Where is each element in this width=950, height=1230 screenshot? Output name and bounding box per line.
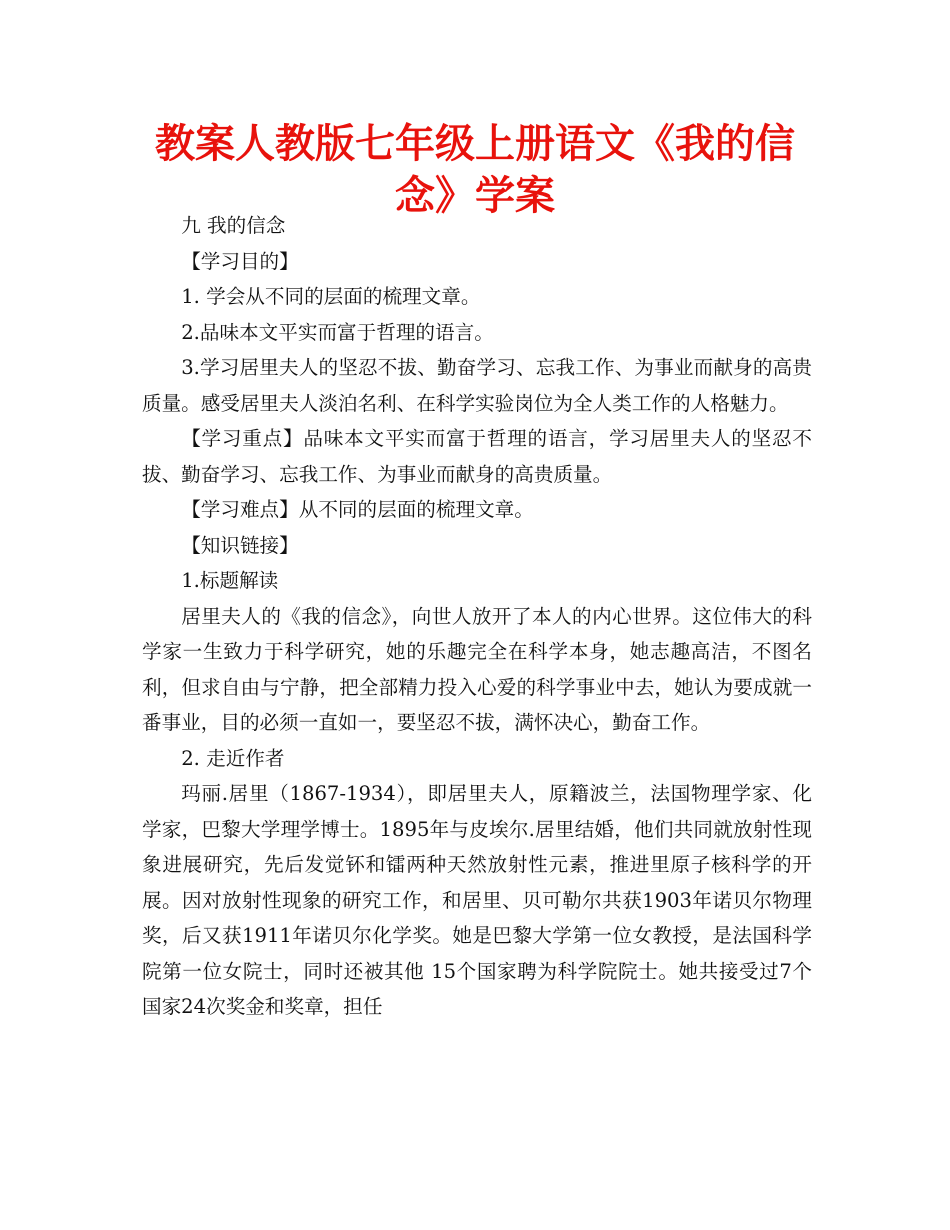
subheading-author: 2. 走近作者 <box>181 746 285 770</box>
title-reading-paragraph: 居里夫人的《我的信念》，向世人放开了本人的内心世界。这位伟大的科学家一生致力于科学研究，她的乐趣完全在科学本身，她志趣高洁，不图名利，但求自由与宁静，把全部精力投入心爱的科学事业中去，她认为要成就一番事业，目的必须一直如一，要坚忍不拔，满怀决心，勤奋工作。 <box>142 604 812 734</box>
author-paragraph: 玛丽.居里（1867-1934），即居里夫人，原籍波兰，法国物理学家、化学家，巴黎大学理学博士。1895年与皮埃尔.居里结婚，他们共同就放射性现象进展研究，先后发觉钚和镭两种天然放射性元素，推进里原子核科学的开展。因对放射性现象的研究工作，和居里、贝可勒尔共获1903年诺贝尔物理奖，后又获1911年诺贝尔化学奖。她是巴黎大学第一位女教授，是法国科学院第一位女院士，同时还被其他 15个国家聘为科学院院士。她共接受过7个国家24次奖金和奖章，担任 <box>142 782 812 1018</box>
objective-item: 3.学习居里夫人的坚忍不拔、勤奋学习、忘我工作、为事业而献身的高贵质量。感受居里夫人淡泊名利、在科学实验岗位为全人类工作的人格魅力。 <box>142 356 812 415</box>
section-label-knowledge: 【知识链接】 <box>181 533 299 557</box>
difficult-points-paragraph: 【学习难点】从不同的层面的梳理文章。 <box>181 498 534 521</box>
document-body <box>142 208 812 1025</box>
document-title: 教案人教版七年级上册语文《我的信念》学案 <box>155 121 795 219</box>
section-label-objectives: 【学习目的】 <box>181 249 299 273</box>
section-heading: 九 我的信念 <box>181 214 286 237</box>
key-points-paragraph: 【学习重点】品味本文平实而富于哲理的语言，学习居里夫人的坚忍不拔、勤奋学习、忘我工作、为事业而献身的高贵质量。 <box>142 427 812 486</box>
subheading-title-reading: 1.标题解读 <box>181 569 279 592</box>
objective-item: 2.品味本文平实而富于哲理的语言。 <box>181 320 494 344</box>
objective-item: 1. 学会从不同的层面的梳理文章。 <box>181 285 481 308</box>
